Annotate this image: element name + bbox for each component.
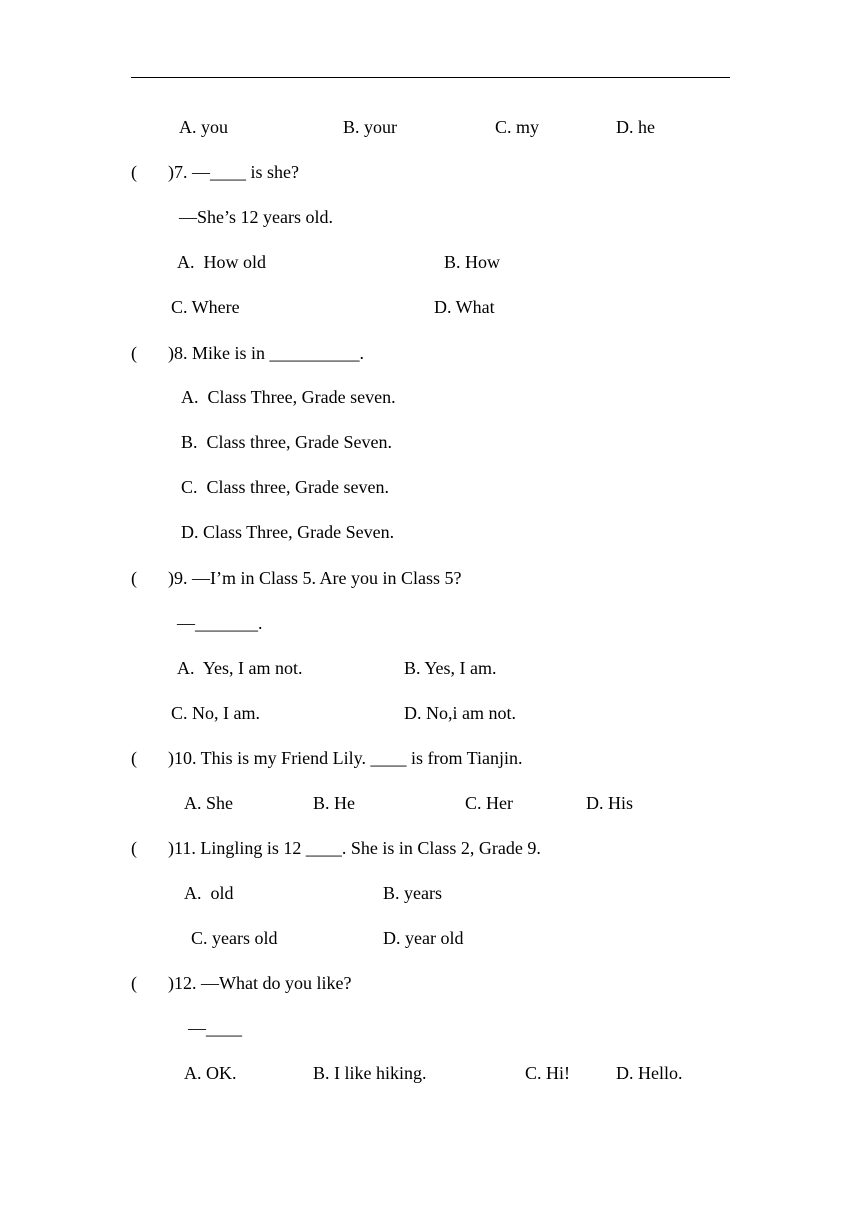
q9-option-a: A. Yes, I am not. [177,658,303,678]
q10-answer-paren: ( [131,748,137,768]
q11-stem: )11. Lingling is 12 ____. She is in Class 2, Grade 9. [168,838,541,858]
q12-option-a: A. OK. [184,1063,237,1083]
q9-stem: )9. —I’m in Class 5. Are you in Class 5? [168,568,462,588]
q7-option-b: B. How [444,252,501,272]
q10-option-c: C. Her [465,793,513,813]
q11-answer-paren: ( [131,838,137,858]
q12-option-d: D. Hello. [616,1063,683,1083]
header-rule [131,77,730,78]
q12-option-c: C. Hi! [525,1063,570,1083]
q8-answer-paren: ( [131,343,137,363]
q11-option-b: B. years [383,883,442,903]
q6-option-d: D. he [616,117,655,137]
q10-option-b: B. He [313,793,355,813]
q9-answer-paren: ( [131,568,137,588]
q12-stem: )12. —What do you like? [168,973,352,993]
q11-option-c: C. years old [191,928,278,948]
q10-option-d: D. His [586,793,634,813]
q7-option-a: A. How old [177,252,266,272]
q7-option-d: D. What [434,297,495,317]
q6-option-b: B. your [343,117,397,137]
q10-option-a: A. She [184,793,233,813]
q9-option-c: C. No, I am. [171,703,260,723]
q8-option-d: D. Class Three, Grade Seven. [181,522,395,542]
q6-option-c: C. my [495,117,540,137]
q7-stem: )7. —____ is she? [168,162,299,182]
q10-stem: )10. This is my Friend Lily. ____ is from Tianjin. [168,748,523,768]
q6-option-a: A. you [179,117,228,137]
q8-option-a: A. Class Three, Grade seven. [181,387,396,407]
q9-option-d: D. No,i am not. [404,703,516,723]
q8-option-b: B. Class three, Grade Seven. [181,432,392,452]
q8-option-c: C. Class three, Grade seven. [181,477,389,497]
q9-option-b: B. Yes, I am. [404,658,497,678]
q8-stem: )8. Mike is in __________. [168,343,364,363]
q7-answer-paren: ( [131,162,137,182]
q11-option-d: D. year old [383,928,464,948]
q7-option-c: C. Where [171,297,240,317]
q11-option-a: A. old [184,883,234,903]
q9-dialogue-answer: —_______. [177,613,263,633]
q7-dialogue-answer: —She’s 12 years old. [179,207,333,227]
q12-dialogue-answer: —____ [188,1018,242,1038]
q12-option-b: B. I like hiking. [313,1063,427,1083]
q12-answer-paren: ( [131,973,137,993]
